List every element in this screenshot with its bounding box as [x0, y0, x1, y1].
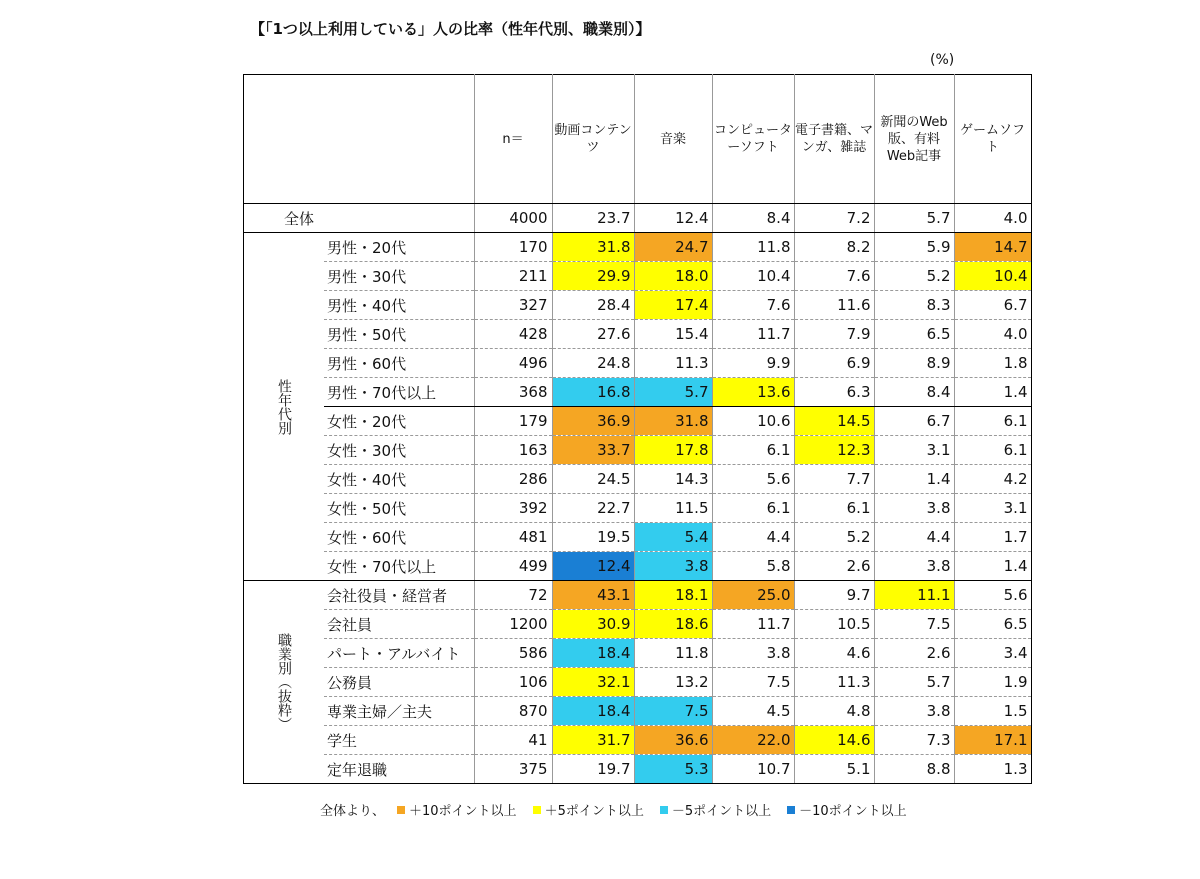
value-cell: 3.1	[954, 494, 1031, 523]
chart-title: 【「1つ以上利用している」人の比率（性年代別、職業別）】	[250, 20, 651, 38]
value-cell: 5.3	[634, 755, 712, 784]
value-cell: 7.6	[712, 291, 794, 320]
sample-size-cell: 499	[474, 552, 552, 581]
sample-size-cell: 428	[474, 320, 552, 349]
table-row	[244, 204, 1032, 233]
sample-size-cell: 106	[474, 668, 552, 697]
value-cell: 4.6	[794, 639, 874, 668]
value-cell: 6.7	[954, 291, 1031, 320]
value-cell: 7.5	[712, 668, 794, 697]
value-cell: 9.7	[794, 581, 874, 610]
value-cell: 24.7	[634, 233, 712, 262]
col-header-video: 動画コンテンツ	[552, 75, 634, 204]
value-cell: 4.0	[954, 320, 1031, 349]
value-cell: 5.1	[794, 755, 874, 784]
value-cell: 18.4	[552, 639, 634, 668]
sample-size-cell: 286	[474, 465, 552, 494]
value-cell: 31.8	[634, 407, 712, 436]
table-row	[244, 407, 1032, 436]
value-cell: 23.7	[552, 204, 634, 233]
group-label-job: 職業別（抜粋）	[244, 581, 325, 784]
value-cell: 11.3	[794, 668, 874, 697]
legend-swatch-plus5	[533, 806, 541, 814]
table-row	[244, 523, 1032, 552]
col-header-n: n＝	[474, 75, 552, 204]
row-label: 男性・50代	[324, 320, 474, 349]
sample-size-cell: 481	[474, 523, 552, 552]
table-row	[244, 436, 1032, 465]
value-cell: 7.5	[634, 697, 712, 726]
table-row	[244, 465, 1032, 494]
value-cell: 16.8	[552, 378, 634, 407]
value-cell: 4.8	[794, 697, 874, 726]
value-cell: 10.4	[954, 262, 1031, 291]
value-cell: 1.5	[954, 697, 1031, 726]
value-cell: 24.5	[552, 465, 634, 494]
value-cell: 7.2	[794, 204, 874, 233]
row-label: 定年退職	[324, 755, 474, 784]
value-cell: 6.9	[794, 349, 874, 378]
value-cell: 5.7	[634, 378, 712, 407]
table-row	[244, 552, 1032, 581]
value-cell: 11.1	[874, 581, 954, 610]
value-cell: 11.3	[634, 349, 712, 378]
value-cell: 36.9	[552, 407, 634, 436]
value-cell: 3.1	[874, 436, 954, 465]
value-cell: 6.1	[712, 494, 794, 523]
row-label: 男性・70代以上	[324, 378, 474, 407]
legend-swatch-plus10	[397, 806, 405, 814]
value-cell: 6.5	[954, 610, 1031, 639]
value-cell: 10.4	[712, 262, 794, 291]
value-cell: 2.6	[874, 639, 954, 668]
table-row	[244, 378, 1032, 407]
value-cell: 6.1	[954, 407, 1031, 436]
row-label: 女性・60代	[324, 523, 474, 552]
legend-label-minus10: －10ポイント以上	[799, 804, 907, 819]
row-label: 公務員	[324, 668, 474, 697]
value-cell: 1.4	[954, 552, 1031, 581]
value-cell: 11.7	[712, 610, 794, 639]
value-cell: 1.9	[954, 668, 1031, 697]
data-table	[243, 74, 1032, 784]
unit-label: (%)	[930, 52, 955, 68]
value-cell: 11.8	[712, 233, 794, 262]
col-header-ebooks: 電子書籍、マンガ、雑誌	[794, 75, 874, 204]
value-cell: 11.7	[712, 320, 794, 349]
sample-size-cell: 163	[474, 436, 552, 465]
sample-size-cell: 375	[474, 755, 552, 784]
row-label: 女性・20代	[324, 407, 474, 436]
value-cell: 5.8	[712, 552, 794, 581]
value-cell: 8.4	[874, 378, 954, 407]
value-cell: 43.1	[552, 581, 634, 610]
value-cell: 3.8	[874, 552, 954, 581]
value-cell: 4.2	[954, 465, 1031, 494]
row-label: 男性・40代	[324, 291, 474, 320]
table-row	[244, 639, 1032, 668]
legend-label-minus5: －5ポイント以上	[671, 804, 772, 819]
value-cell: 10.6	[712, 407, 794, 436]
value-cell: 10.5	[794, 610, 874, 639]
value-cell: 28.4	[552, 291, 634, 320]
value-cell: 7.6	[794, 262, 874, 291]
value-cell: 8.8	[874, 755, 954, 784]
value-cell: 27.6	[552, 320, 634, 349]
value-cell: 1.4	[874, 465, 954, 494]
value-cell: 14.7	[954, 233, 1031, 262]
value-cell: 2.6	[794, 552, 874, 581]
table-row	[244, 349, 1032, 378]
value-cell: 5.6	[712, 465, 794, 494]
value-cell: 5.7	[874, 668, 954, 697]
value-cell: 3.8	[634, 552, 712, 581]
table-row	[244, 262, 1032, 291]
sample-size-cell: 72	[474, 581, 552, 610]
col-header-software: コンピューターソフト	[712, 75, 794, 204]
value-cell: 13.2	[634, 668, 712, 697]
value-cell: 31.7	[552, 726, 634, 755]
value-cell: 3.8	[874, 697, 954, 726]
value-cell: 12.4	[634, 204, 712, 233]
legend-swatch-minus5	[660, 806, 668, 814]
table-row	[244, 581, 1032, 610]
value-cell: 33.7	[552, 436, 634, 465]
value-cell: 5.6	[954, 581, 1031, 610]
value-cell: 7.7	[794, 465, 874, 494]
row-label: 女性・70代以上	[324, 552, 474, 581]
value-cell: 31.8	[552, 233, 634, 262]
sample-size-cell: 586	[474, 639, 552, 668]
value-cell: 14.5	[794, 407, 874, 436]
value-cell: 17.1	[954, 726, 1031, 755]
legend-label-plus10: ＋10ポイント以上	[409, 804, 517, 819]
table-row	[244, 697, 1032, 726]
sample-size-cell: 368	[474, 378, 552, 407]
row-label: 男性・60代	[324, 349, 474, 378]
value-cell: 7.5	[874, 610, 954, 639]
row-label: 女性・40代	[324, 465, 474, 494]
value-cell: 6.1	[794, 494, 874, 523]
value-cell: 17.4	[634, 291, 712, 320]
sample-size-cell: 170	[474, 233, 552, 262]
value-cell: 12.3	[794, 436, 874, 465]
value-cell: 6.1	[712, 436, 794, 465]
legend-prefix: 全体より、	[320, 804, 386, 819]
value-cell: 4.5	[712, 697, 794, 726]
value-cell: 18.6	[634, 610, 712, 639]
value-cell: 30.9	[552, 610, 634, 639]
value-cell: 6.1	[954, 436, 1031, 465]
value-cell: 5.4	[634, 523, 712, 552]
value-cell: 10.7	[712, 755, 794, 784]
value-cell: 17.8	[634, 436, 712, 465]
value-cell: 9.9	[712, 349, 794, 378]
table-row	[244, 291, 1032, 320]
value-cell: 7.3	[874, 726, 954, 755]
value-cell: 3.8	[874, 494, 954, 523]
value-cell: 4.4	[712, 523, 794, 552]
sample-size-cell: 1200	[474, 610, 552, 639]
sample-size-cell: 870	[474, 697, 552, 726]
row-label: 男性・20代	[324, 233, 474, 262]
value-cell: 5.2	[794, 523, 874, 552]
row-label: パート・アルバイト	[324, 639, 474, 668]
value-cell: 1.4	[954, 378, 1031, 407]
value-cell: 29.9	[552, 262, 634, 291]
value-cell: 1.7	[954, 523, 1031, 552]
value-cell: 18.1	[634, 581, 712, 610]
value-cell: 14.3	[634, 465, 712, 494]
value-cell: 1.3	[954, 755, 1031, 784]
row-label: 女性・30代	[324, 436, 474, 465]
value-cell: 14.6	[794, 726, 874, 755]
row-label: 男性・30代	[324, 262, 474, 291]
value-cell: 13.6	[712, 378, 794, 407]
legend	[320, 800, 911, 819]
col-header-games: ゲームソフト	[954, 75, 1031, 204]
table-row	[244, 494, 1032, 523]
value-cell: 5.7	[874, 204, 954, 233]
table-row	[244, 668, 1032, 697]
col-header-music: 音楽	[634, 75, 712, 204]
sample-size-cell: 392	[474, 494, 552, 523]
value-cell: 8.9	[874, 349, 954, 378]
sample-size-cell: 179	[474, 407, 552, 436]
value-cell: 19.7	[552, 755, 634, 784]
value-cell: 5.2	[874, 262, 954, 291]
sample-size-cell: 4000	[474, 204, 552, 233]
col-header-news: 新聞のWeb版、有料Web記事	[874, 75, 954, 204]
value-cell: 22.7	[552, 494, 634, 523]
table-row	[244, 610, 1032, 639]
value-cell: 22.0	[712, 726, 794, 755]
row-label: 会社役員・経営者	[324, 581, 474, 610]
value-cell: 12.4	[552, 552, 634, 581]
sample-size-cell: 327	[474, 291, 552, 320]
value-cell: 6.7	[874, 407, 954, 436]
value-cell: 3.4	[954, 639, 1031, 668]
sample-size-cell: 41	[474, 726, 552, 755]
sample-size-cell: 496	[474, 349, 552, 378]
header-blank	[244, 75, 475, 204]
value-cell: 5.9	[874, 233, 954, 262]
value-cell: 4.4	[874, 523, 954, 552]
value-cell: 6.5	[874, 320, 954, 349]
value-cell: 19.5	[552, 523, 634, 552]
row-label: 会社員	[324, 610, 474, 639]
value-cell: 24.8	[552, 349, 634, 378]
legend-swatch-minus10	[787, 806, 795, 814]
value-cell: 1.8	[954, 349, 1031, 378]
table-row	[244, 320, 1032, 349]
value-cell: 11.5	[634, 494, 712, 523]
row-label: 女性・50代	[324, 494, 474, 523]
value-cell: 7.9	[794, 320, 874, 349]
value-cell: 8.4	[712, 204, 794, 233]
table-row	[244, 726, 1032, 755]
value-cell: 6.3	[794, 378, 874, 407]
table-row	[244, 755, 1032, 784]
row-label: 全体	[244, 204, 475, 233]
table-row	[244, 233, 1032, 262]
value-cell: 3.8	[712, 639, 794, 668]
value-cell: 15.4	[634, 320, 712, 349]
value-cell: 11.6	[794, 291, 874, 320]
sample-size-cell: 211	[474, 262, 552, 291]
value-cell: 8.2	[794, 233, 874, 262]
value-cell: 36.6	[634, 726, 712, 755]
header-row	[244, 75, 1032, 204]
row-label: 専業主婦／主夫	[324, 697, 474, 726]
group-label-age: 性年代別	[244, 233, 325, 581]
value-cell: 8.3	[874, 291, 954, 320]
row-label: 学生	[324, 726, 474, 755]
value-cell: 11.8	[634, 639, 712, 668]
value-cell: 32.1	[552, 668, 634, 697]
value-cell: 18.0	[634, 262, 712, 291]
value-cell: 25.0	[712, 581, 794, 610]
value-cell: 18.4	[552, 697, 634, 726]
value-cell: 4.0	[954, 204, 1031, 233]
legend-label-plus5: ＋5ポイント以上	[544, 804, 644, 819]
